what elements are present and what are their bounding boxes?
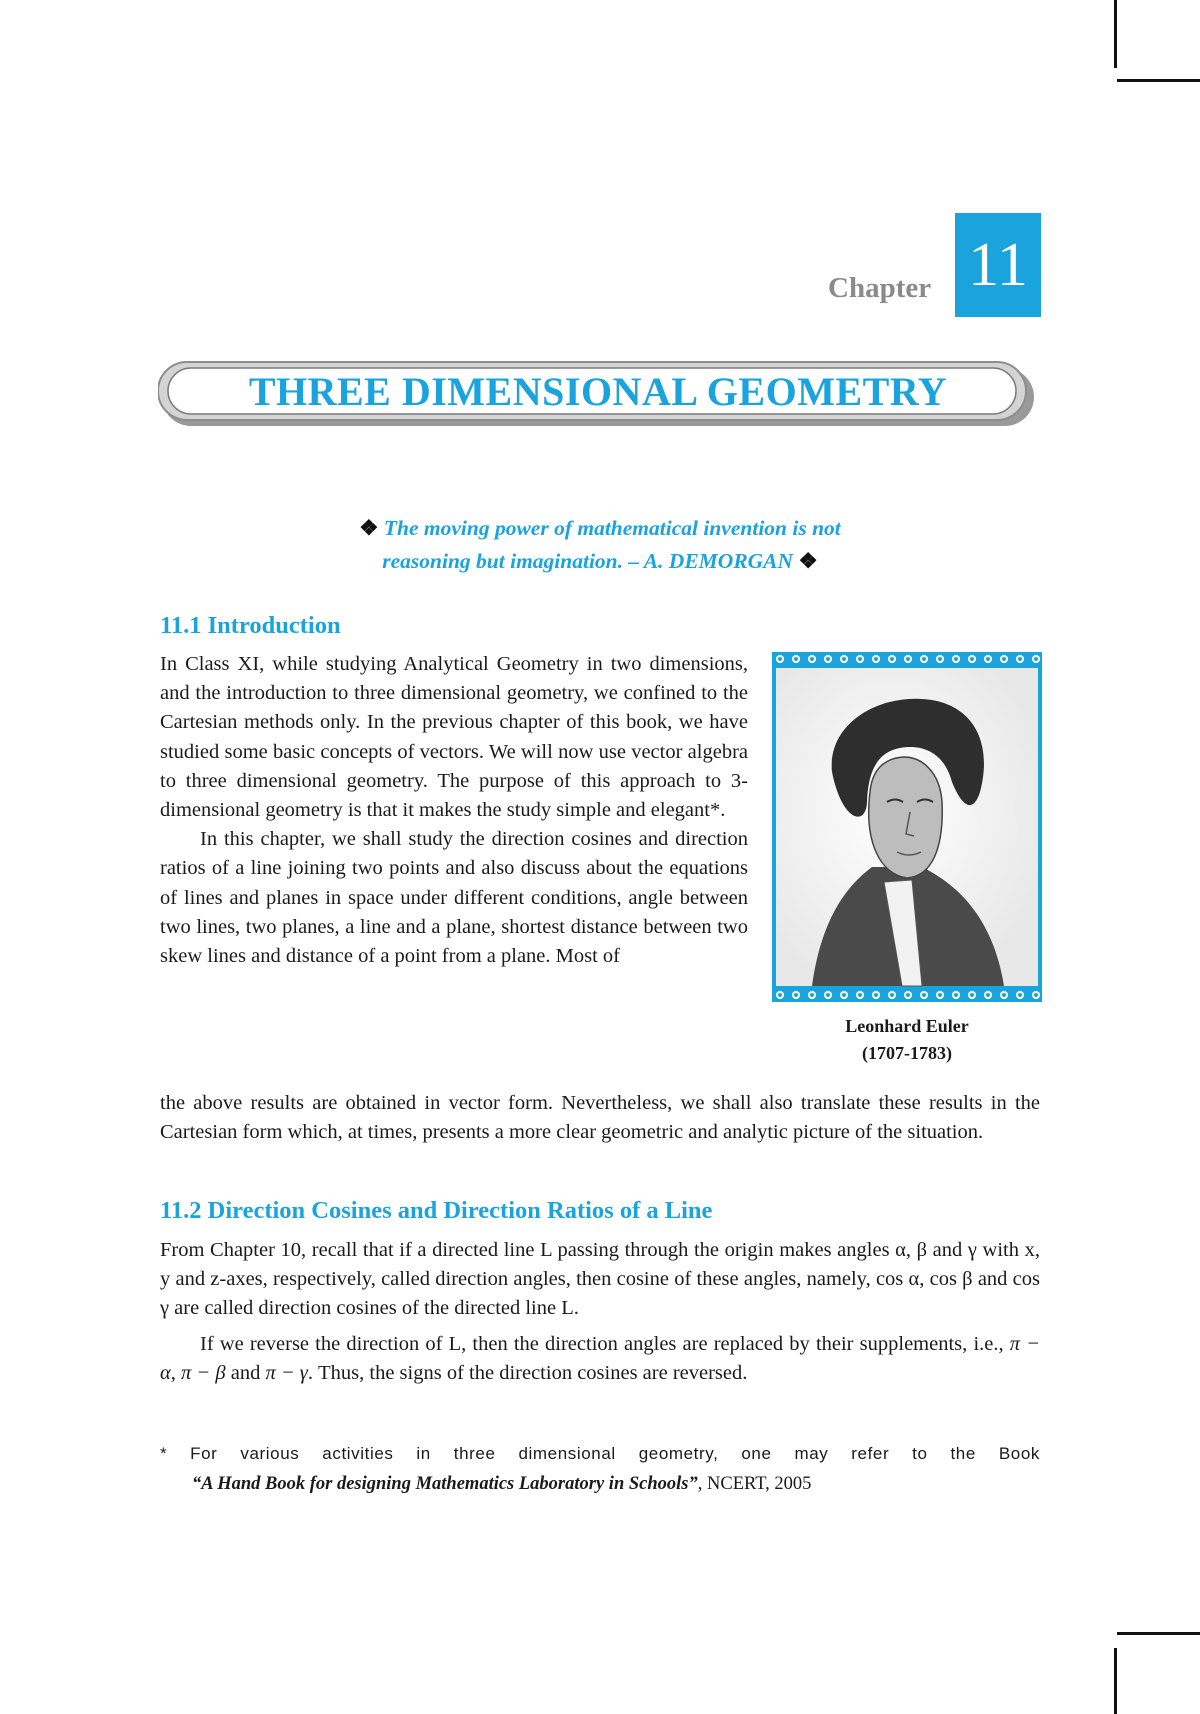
direction-cosines-text — [160, 1236, 1040, 1388]
math-expression: π − γ — [265, 1361, 308, 1384]
euler-portrait — [772, 652, 1042, 1002]
paragraph-text: . Thus, the signs of the direction cosines are reversed. — [307, 1361, 748, 1384]
ornament-icon: ❖ — [359, 516, 379, 540]
intro-narrow-text — [160, 650, 748, 971]
intro-paragraph-2-continued: the above results are obtained in vector form. Nevertheless, we shall also translate these results in the Cartesian form which, at times, presents a more clear geometric and analytic picture of the situation. — [160, 1092, 1040, 1144]
footnote-line-1: * For various activities in three dimensional geometry, one may refer to the Book — [160, 1444, 1040, 1463]
section-heading-introduction: 11.1 Introduction — [160, 612, 341, 639]
crop-mark — [1114, 0, 1117, 68]
portrait-name: Leonhard Euler — [845, 1016, 969, 1036]
footnote-publisher: , NCERT, 2005 — [697, 1474, 812, 1494]
chapter-number-box: 11 — [955, 213, 1041, 317]
ornament-icon: ❖ — [798, 549, 818, 573]
intro-paragraph-1: In Class XI, while studying Analytical Geometry in two dimensions, and the introduction to three dimensional geometry, we confined to the Cartesian methods only. In the previous chapter of this book, we have studied some basic concepts of vectors. We will now use vector algebra to three dimensional geometry. The purpose of this approach to 3-dimensional geometry is that it makes the study simple and elegant*. — [160, 653, 748, 822]
footnote-book-title: “A Hand Book for designing Mathematics Laboratory in Schools” — [192, 1474, 698, 1494]
footnote-line-2 — [160, 1469, 1040, 1500]
portrait-caption — [772, 1013, 1042, 1067]
math-expression: π − β — [181, 1361, 226, 1384]
direction-cosines-paragraph-1: From Chapter 10, recall that if a directed line L passing through the origin makes angles α, β and γ with x, y and z-axes, respectively, called direction angles, then cosine of these angles, namely, cos α, cos β and cos γ are called direction cosines of the directed line L. — [160, 1239, 1040, 1320]
crop-mark — [1114, 1648, 1117, 1714]
math-expression: π − α — [160, 1332, 1041, 1384]
paragraph-text: and — [230, 1361, 261, 1384]
crop-mark — [1117, 79, 1200, 82]
direction-cosines-paragraph-2: If we reverse the direction of L, then the direction angles are replaced by their supplements, i.e., π − α, π − β and π − γ. Thus, the signs of the direction cosines are reversed. — [160, 1332, 1041, 1384]
epigraph — [160, 512, 1040, 578]
section-heading-direction-cosines: 11.2 Direction Cosines and Direction Ratios of a Line — [160, 1197, 713, 1224]
epigraph-line-2: reasoning but imagination. – A. DEMORGAN — [382, 549, 794, 573]
epigraph-line-1: The moving power of mathematical invention is not — [383, 516, 841, 540]
paragraph-text: If we reverse the direction of L, then the direction angles are replaced by their supplements, — [200, 1332, 968, 1355]
crop-mark — [1117, 1632, 1200, 1635]
intro-paragraph-2: In this chapter, we shall study the direction cosines and direction ratios of a line joining two points and also discuss about the equations of lines and planes in space under different conditions, angle between two lines, two planes, a line and a plane, shortest distance between two skew lines and distance of a point from a plane. Most of — [160, 828, 748, 968]
footnote — [160, 1438, 1040, 1500]
chapter-label: Chapter — [828, 272, 932, 304]
intro-wide-text — [160, 1089, 1040, 1147]
chapter-title: THREE DIMENSIONAL GEOMETRY — [248, 369, 948, 414]
portrait-years: (1707-1783) — [862, 1043, 952, 1063]
paragraph-text: i.e., — [973, 1332, 1004, 1355]
